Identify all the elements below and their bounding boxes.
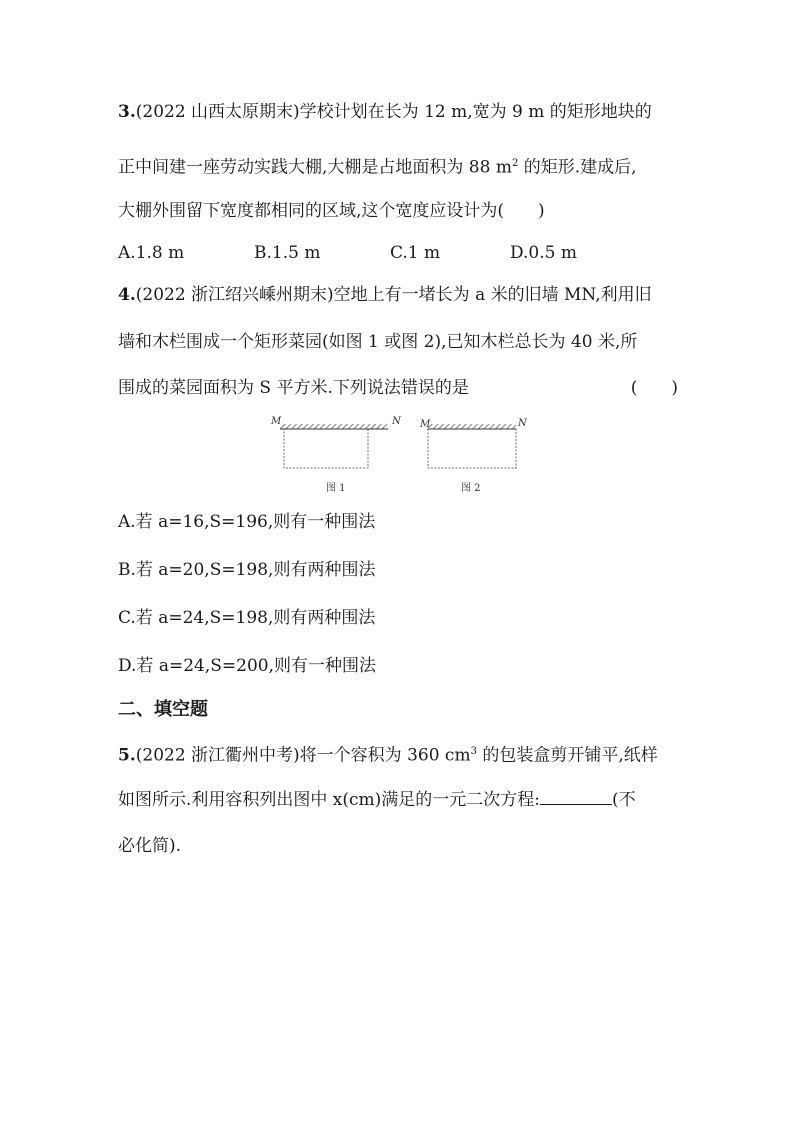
q5-answer-blank[interactable] [540, 788, 612, 805]
fig1-m-label: M [271, 416, 282, 427]
q5-stem-1-sup: 3 [470, 746, 477, 757]
q3-stem-2-sup: 2 [511, 158, 519, 169]
q5-line-3: 必化简). [118, 836, 182, 856]
fig2-n-label: N [518, 418, 527, 429]
fig2-caption: 图 2 [461, 483, 481, 494]
q4-option-a[interactable]: A.若 a=16,S=196,则有一种围法 [118, 512, 376, 532]
q4-option-d[interactable]: D.若 a=24,S=200,则有一种围法 [118, 656, 376, 676]
q5-line-2 [118, 788, 678, 811]
q3-line-2 [118, 153, 678, 179]
q3-stem-1: (2022 山西太原期末)学校计划在长为 12 m,宽为 9 m 的矩形地块的 [135, 102, 652, 122]
q4-option-b[interactable]: B.若 a=20,S=198,则有两种围法 [118, 560, 376, 580]
wall-mn-1 [280, 424, 388, 429]
q3-stem-2a: 正中间建一座劳动实践大棚,大棚是占地面积为 88 m [118, 157, 512, 178]
q3-line-1 [118, 101, 678, 123]
q4-line-1 [118, 284, 678, 306]
q3-option-d[interactable]: D.0.5 m [510, 243, 577, 263]
fence-2 [428, 429, 516, 468]
q5-stem-2b: (不 [612, 790, 636, 810]
q4-figure [270, 416, 530, 496]
q4-line-3 [118, 377, 678, 399]
q4-line-2: 墙和木栏围成一个矩形菜园(如图 1 或图 2),已知木栏总长为 40 米,所 [118, 332, 638, 352]
figure-1 [280, 424, 388, 468]
section-fill-in-title: 二、填空题 [118, 699, 208, 720]
q3-option-b[interactable]: B.1.5 m [254, 243, 321, 263]
q4-stem-3: 围成的菜园面积为 S 平方米.下列说法错误的是 [118, 378, 469, 398]
figure-2 [428, 424, 516, 468]
q3-option-c[interactable]: C.1 m [390, 243, 441, 263]
fig1-n-label: N [392, 416, 401, 427]
q5-stem-2a: 如图所示.利用容积列出图中 x(cm)满足的一元二次方程: [118, 790, 541, 810]
fig1-caption: 图 1 [326, 483, 346, 494]
q4-figure-svg [270, 416, 530, 496]
q4-stem-1: (2022 浙江绍兴嵊州期末)空地上有一堵长为 a 米的旧墙 MN,利用旧 [135, 285, 652, 305]
fence-1 [284, 429, 368, 468]
fig2-m-label: M [420, 419, 431, 430]
q4-option-c[interactable]: C.若 a=24,S=198,则有两种围法 [118, 608, 376, 628]
q4-answer-paren: ( ) [630, 378, 678, 398]
q3-option-a[interactable]: A.1.8 m [118, 243, 185, 263]
q4-number: 4. [118, 285, 136, 305]
q5-number: 5. [118, 745, 136, 766]
q5-stem-1a: (2022 浙江衢州中考)将一个容积为 360 cm [135, 745, 471, 766]
q3-stem-2b: 的矩形.建成后, [518, 157, 637, 178]
wall-mn-2 [428, 424, 516, 429]
q3-number: 3. [118, 102, 136, 122]
q5-line-1 [118, 741, 678, 767]
q3-line-3: 大棚外围留下宽度都相同的区域,这个宽度应设计为( ) [118, 201, 545, 221]
q5-stem-1b: 的包装盒剪开铺平,纸样 [476, 745, 658, 766]
